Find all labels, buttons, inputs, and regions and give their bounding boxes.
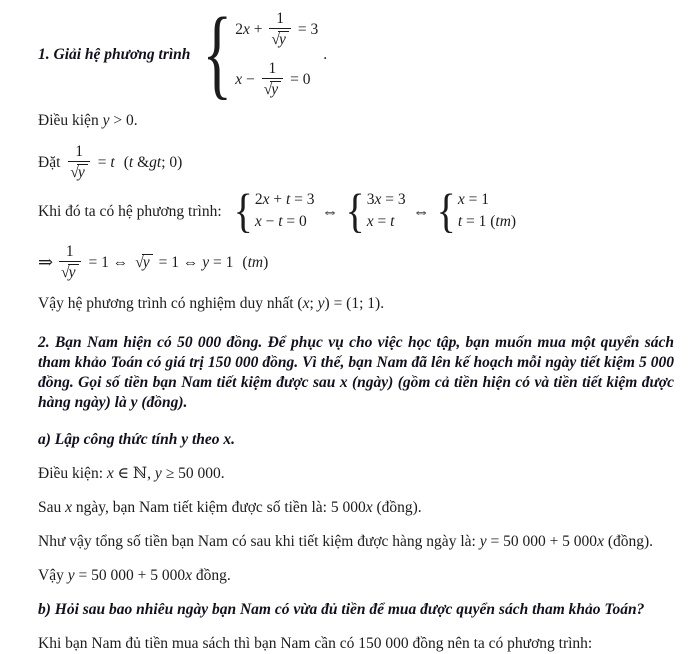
- left-brace: {: [345, 183, 365, 237]
- amount-expression: 5 000x: [330, 499, 373, 516]
- equation: 3x = 3: [366, 191, 406, 208]
- conclusion-text: Vậy hệ phương trình có nghiệm duy nhất: [38, 295, 298, 312]
- formula-conclusion-line: [38, 565, 674, 586]
- unit-text: (đồng).: [372, 499, 422, 516]
- numerator: 1: [75, 143, 83, 160]
- solution-conclusion-line: [38, 293, 674, 314]
- substitution-line: [38, 143, 674, 181]
- radical-sign: √: [61, 264, 70, 281]
- equation: t = 1 (tm): [457, 213, 517, 230]
- left-brace: {: [233, 183, 253, 237]
- problem-1-statement: [38, 0, 674, 110]
- system-3-equations: [367, 189, 406, 233]
- equation: x = 1: [457, 191, 489, 208]
- denominator: [269, 28, 290, 48]
- iff-arrow: ⇔: [412, 201, 430, 221]
- radicand: y: [77, 164, 88, 181]
- radicand: y: [142, 254, 153, 271]
- unit-text: đồng.: [191, 567, 231, 584]
- text: Vậy: [38, 567, 68, 584]
- problem-1-label: 1. Giải hệ phương trình: [38, 45, 191, 63]
- unit-text: (đồng).: [603, 533, 654, 550]
- system-2: [233, 183, 315, 237]
- radicand: y: [270, 81, 281, 98]
- solution-pair: (x; y) = (1; 1).: [297, 295, 385, 312]
- equation: x − t = 0: [254, 213, 307, 230]
- sqrt-y: [135, 252, 152, 273]
- part-a-heading: a) Lập công thức tính y theo x.: [38, 431, 236, 448]
- numerator: 1: [65, 243, 74, 260]
- derived-systems-line: [38, 183, 674, 237]
- condition-text: Điều kiện: [38, 112, 103, 129]
- text: ngày, bạn Nam tiết kiệm được số tiền là:: [72, 499, 331, 516]
- variable-x: x: [65, 499, 73, 516]
- eq2-rhs: = 0: [290, 70, 311, 88]
- condition-line: [38, 110, 674, 131]
- conclusion-derivation-line: [38, 243, 674, 281]
- denominator: [59, 261, 80, 281]
- sentence-period: .: [323, 45, 328, 63]
- iff-arrow: ⇔: [321, 201, 339, 221]
- equation-1: [235, 10, 318, 48]
- system-1-equations: [235, 10, 318, 98]
- step-1: = 1 ⇔: [88, 253, 129, 271]
- system-of-equations-1: [202, 0, 319, 110]
- eq1-rhs: = 3: [297, 20, 319, 38]
- dat-label: Đặt: [38, 153, 61, 171]
- equation: x = t: [366, 213, 395, 230]
- khido-label: Khi đó ta có hệ phương trình:: [38, 202, 222, 220]
- system-2-equations: [255, 189, 315, 233]
- part-a-condition-line: [38, 463, 674, 484]
- radicand: y: [278, 31, 289, 48]
- left-brace: {: [436, 183, 456, 237]
- condition-label: Điều kiện:: [38, 465, 107, 482]
- variable-y: y: [102, 112, 110, 129]
- fraction-1-over-sqrt-y: [269, 10, 290, 48]
- sqrt-y: [271, 31, 288, 48]
- substitution-rhs: = t: [97, 153, 115, 171]
- substitution-condition: (t &gt; 0): [123, 153, 183, 171]
- savings-after-x-days-line: [38, 497, 674, 518]
- radicand: y: [68, 264, 79, 281]
- fraction-1-over-sqrt-y: [262, 60, 283, 98]
- equation-2: [235, 60, 310, 98]
- left-brace: {: [202, 0, 233, 110]
- condition-math: x ∈ ℕ, y ≥ 50 000.: [106, 465, 225, 482]
- radical-sign: √: [70, 164, 79, 181]
- step-2: = 1 ⇔ y = 1: [158, 253, 234, 271]
- sqrt-y: [61, 264, 78, 281]
- denominator: [68, 161, 89, 181]
- problem-2-statement: 2. Bạn Nam hiện có 50 000 đồng. Để phục vụ cho việc học tập, bạn muốn mua một quyển sách tham khảo Toán có giá trị 150 000 đồng. Vì thế, bạn Nam đã lên kế hoạch mỗi ngày tiết kiệm 5 000 đồng. Gọi số tiền bạn Nam tiết kiệm được sau x (ngày) (gồm cả tiền hiện có và tiền tiết kiệm được hàng ngày) là y (đồng).: [38, 334, 674, 411]
- fraction-1-over-sqrt-y: [59, 243, 80, 281]
- formula: y = 50 000 + 5 000x: [67, 567, 192, 584]
- eq2-lhs: x −: [235, 70, 255, 88]
- total-money-formula-line: [38, 531, 674, 552]
- formula: y = 50 000 + 5 000x: [479, 533, 604, 550]
- eq1-lhs: 2x +: [235, 20, 263, 38]
- numerator: 1: [268, 60, 277, 77]
- equation: 2x + t = 3: [254, 191, 315, 208]
- implies-arrow: ⇒: [38, 251, 54, 272]
- system-4: [436, 183, 517, 237]
- radical-sign: √: [263, 81, 273, 98]
- part-b-setup-line: Khi bạn Nam đủ tiền mua sách thì bạn Nam cần có 150 000 đồng nên ta có phương trình:: [38, 635, 593, 652]
- sqrt-y: [70, 164, 87, 181]
- condition-value: > 0.: [109, 112, 138, 129]
- sqrt-y: [264, 81, 281, 98]
- tm-note: (tm): [242, 253, 269, 271]
- radical-sign: √: [135, 253, 144, 271]
- fraction-1-over-sqrt-y: [68, 143, 89, 181]
- part-b-heading: b) Hỏi sau bao nhiêu ngày bạn Nam có vừa đủ tiền để mua được quyển sách tham khảo Toán?: [38, 601, 645, 618]
- text: Như vậy tổng số tiền bạn Nam có sau khi tiết kiệm được hàng ngày là:: [38, 533, 480, 550]
- system-3: [345, 183, 406, 237]
- text: Sau: [38, 499, 66, 516]
- radical-sign: √: [271, 31, 280, 48]
- numerator: 1: [276, 10, 285, 27]
- denominator: [262, 78, 283, 98]
- system-4-equations: [458, 189, 516, 233]
